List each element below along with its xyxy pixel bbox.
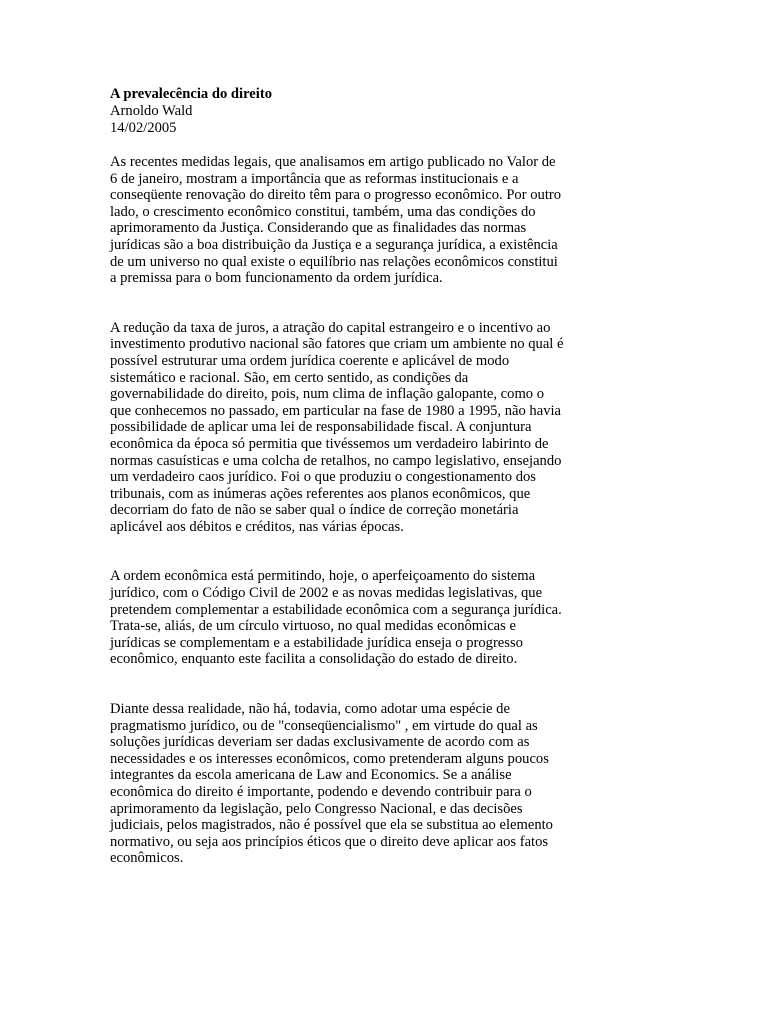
body-paragraph-4: Diante dessa realidade, não há, todavia, como adotar uma espécie de pragmatismo jurídico, ou de "conseqüencialismo" , em virtude do qual as soluções jurídicas deveriam ser dadas exclusivamente de acordo com as necessidades e os interesses econômicos, como pretenderam alguns poucos integrantes da escola americana de Law and Economics. Se a análise econômica do direito é importante, podendo e devendo contribuir para o aprimoramento da legislação, pelo Congresso Nacional, e das decisões judiciais, pelos magistrados, não é possível que ela se substitua ao elemento normativo, ou seja aos princípios éticos que o direito deve aplicar aos fatos econômicos.: [110, 701, 553, 867]
body-paragraph-1: As recentes medidas legais, que analisamos em artigo publicado no Valor de 6 de janeiro, mostram a importância que as reformas institucionais e a conseqüente renovação do direito têm para o progresso econômico. Por outro lado, o crescimento econômico constitui, também, uma das condições do aprimoramento da Justiça. Considerando que as finalidades das normas jurídicas são a boa distribuição da Justiça e a segurança jurídica, a existência de um universo no qual existe o equilíbrio nas relações econômicos constitui a premissa para o bom funcionamento da ordem jurídica.: [110, 154, 562, 287]
article-author: Arnoldo Wald: [110, 103, 193, 119]
document-page: [110, 86, 565, 867]
body-paragraph-3: A ordem econômica está permitindo, hoje, o aperfeiçoamento do sistema jurídico, com o Código Civil de 2002 e as novas medidas legislativas, que pretendem complementar a estabilidade econômica com a segurança jurídica. Trata-se, aliás, de um círculo virtuoso, no qual medidas econômicas e jurídicas se complementam e a estabilidade jurídica enseja o progresso econômico, enquanto este facilita a consolidação do estado de direito.: [110, 568, 562, 668]
article-date: 14/02/2005: [110, 120, 177, 136]
body-paragraph-2: A redução da taxa de juros, a atração do capital estrangeiro e o incentivo ao investimento produtivo nacional são fatores que criam um ambiente no qual é possível estruturar uma ordem jurídica coerente e aplicável de modo sistemático e racional. São, em certo sentido, as condições da governabilidade do direito, pois, num clima de inflação galopante, como o que conhecemos no passado, em particular na fase de 1980 a 1995, não havia possibilidade de aplicar uma lei de responsabilidade fiscal. A conjuntura econômica da época só permitia que tivéssemos um verdadeiro labirinto de normas casuísticas e uma colcha de retalhos, no campo legislativo, ensejando um verdadeiro caos jurídico. Foi o que produziu o congestionamento dos tribunais, com as inúmeras ações referentes aos planos econômicos, que decorriam do fato de não se saber qual o índice de correção monetária aplicável aos débitos e créditos, nas várias épocas.: [110, 319, 564, 535]
article-title: A prevalecência do direito: [110, 86, 272, 102]
